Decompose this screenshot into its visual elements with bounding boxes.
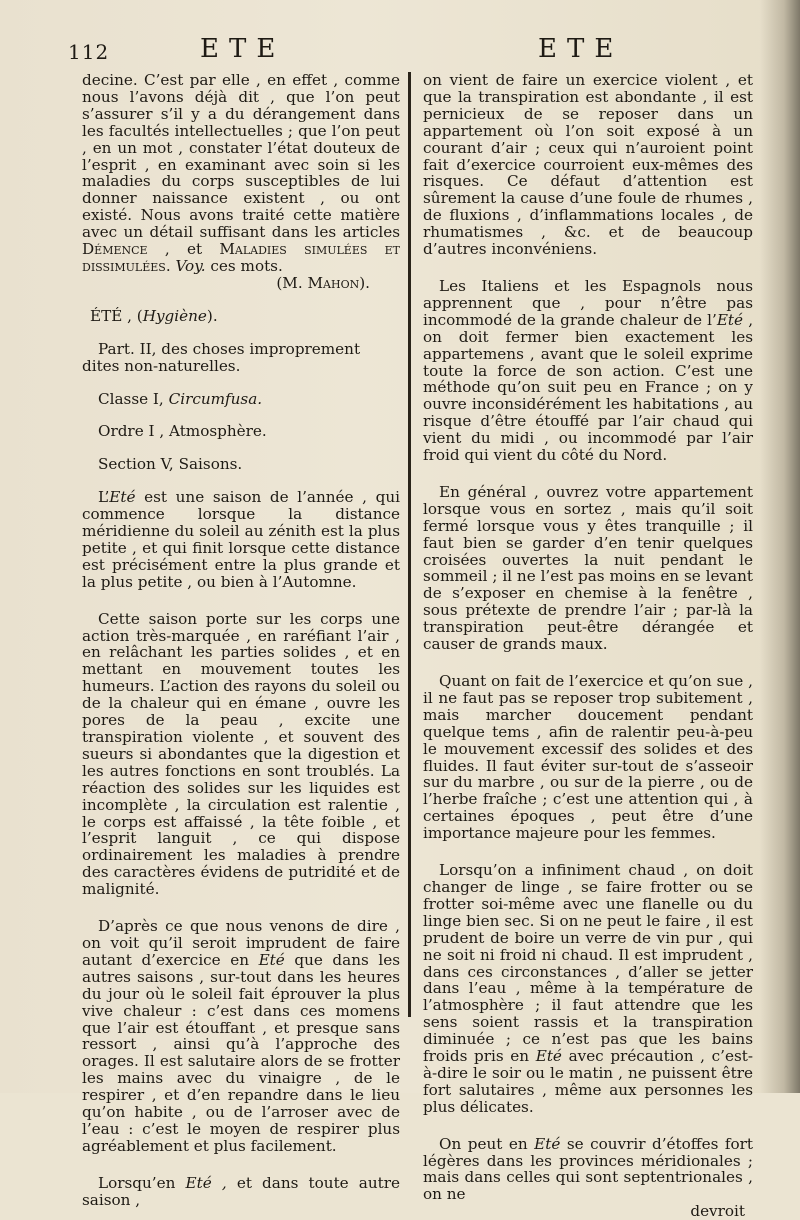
text: Classe I, xyxy=(98,389,164,408)
running-head-left: ETE xyxy=(200,34,286,64)
text: ). xyxy=(206,306,218,325)
text: ÉTÉ , ( xyxy=(90,306,143,325)
left-column xyxy=(82,72,400,1209)
text: Voy. xyxy=(175,256,206,275)
text: avec précaution , c’est-à-dire le soir ou le matin , ne puissent être fort salutaires , même aux personnes les plus délicates. xyxy=(423,1047,753,1116)
text: Hygiène xyxy=(142,306,207,325)
paragraph xyxy=(423,862,753,1116)
paragraph xyxy=(82,1175,400,1209)
text: ces mots. xyxy=(210,256,283,275)
classification-ordre: Ordre I , Atmosphère. xyxy=(98,422,267,441)
page-number: 112 xyxy=(68,40,110,64)
classification-classe xyxy=(82,391,400,408)
article-ref-maladies: Maladies simulées et dissimulées. xyxy=(82,240,401,275)
text: Eté xyxy=(534,1134,561,1153)
text: Eté xyxy=(535,1047,562,1066)
paragraph-continuation xyxy=(82,72,400,275)
classification-part: Part. II, des choses improprement dites non-naturelles. xyxy=(82,339,361,375)
text: , et xyxy=(164,240,203,259)
entry-title xyxy=(82,308,400,325)
text: Eté xyxy=(258,950,285,969)
right-column xyxy=(423,72,753,1220)
text: est une saison de l’année , qui commence lorsque la distance méridienne du soleil au zénith est la plus petite , et qui finit lorsque cette distance est précisément entre la plus grande et la plus petite , ou bien à l’Automne. xyxy=(82,488,400,591)
paragraph xyxy=(423,278,753,464)
text: Circumfusa. xyxy=(168,389,263,408)
text: Les Italiens et les Espagnols nous apprennent que , pour n’être pas incommodé de la grande chaleur de l’ xyxy=(423,276,753,329)
text: D’après ce que nous venons de dire , on voit qu’il seroit imprudent de faire autant d’exercice en xyxy=(82,917,400,969)
paragraph: Cette saison porte sur les corps une action très-marquée , en raréfiant l’air , en relâchant les parties solides , et en mettant en mouvement toutes les humeurs. L’action des rayons du soleil ou de la chaleur qui en émane , ouvre les pores de la peau , excite une transpiration violente , et souvent des sueurs si abondantes que la digestion et les autres fonctions en sont troublés. La réaction des solides sur les liquides est incomplète , la circulation est ralentie , le corps est affaissé , la tête foible , et l’esprit languit , ce qui dispose ordinairement les maladies à prendre des caractères évidens de putridité et de malignité. xyxy=(82,609,400,899)
paragraph: Quant on fait de l’exercice et qu’on sue , il ne faut pas se reposer trop subitement , mais marcher doucement pendant quelque tems , afin de ralentir peu-à-peu le mouvement excessif des solides et des fluides. Il faut éviter sur-tout de s’asseoir sur du marbre , ou sur de la pierre , ou de l’herbe fraîche ; c’est une attention qui , à certaines époques , peut être d’une importance majeure pour les femmes. xyxy=(423,672,753,843)
running-head-right: ETE xyxy=(538,34,624,64)
text: se couvrir d’étoffes fort légères dans les provinces méridionales ; mais dans celles qui sont septentrionales , on ne xyxy=(423,1134,754,1204)
text: Lorsqu’en xyxy=(98,1173,176,1192)
page-edge-shadow xyxy=(760,0,800,1093)
author-signature: (M. Mahon). xyxy=(276,273,370,292)
text: Eté , xyxy=(185,1173,227,1192)
paragraph-continuation: on vient de faire un exercice violent , et que la transpiration est abondante , il est pernicieux de se reposer dans un appartement où l’on soit exposé à un courant d’air ; ceux qui n’auroient point fait d’exercice courroient eux-mêmes des risques. Ce défaut d’attention est sûrement la cause d’une foule de rhumes , de fluxions , d’inflammations locales , de rhumatismes , &c. et de beaucoup d’autres inconvéniens. xyxy=(423,71,753,259)
text: Eté xyxy=(109,488,136,507)
paragraph: En général , ouvrez votre appartement lorsque vous en sortez , mais qu’il soit fermé lorsque vous y êtes tranquille ; il faut bien se garder d’en tenir quelques croisées ouvertes la nuit pendant le sommeil ; il ne l’est pas moins en se levant de s’exposer en chemise à la fenêtre , sous prétexte de prendre l’air ; par-là la transpiration peut-être dérangée et causer de grands maux. xyxy=(423,482,753,654)
text: decine. C’est par elle , en effet , comme nous l’avons déjà dit , que l’on peut s’assurer s’il y a du dérangement dans les facultés intellectuelles ; que l’on peut , en un mot , constater l’état douteux de l’esprit , en examinant avec soin si les maladies du corps susceptibles de lui donner naissance existent , ou ont existé. Nous avons traité cette matière avec un détail suffisant dans les articles xyxy=(82,71,400,242)
text: que dans les autres saisons , sur-tout dans les heures du jour où le soleil fait éprouver la plus vive chaleur : c’est dans ces momens que l’air est étouffant , et presque sans ressort , ainsi qu’à l’approche des orages. Il est salutaire alors de se frotter les mains avec du vinaigre , de le respirer , et d’en repandre dans le lieu qu’on habite , ou de l’arroser avec de l’eau : c’est le moyen de respirer plus agréablement et plus facilement. xyxy=(82,950,400,1155)
paragraph xyxy=(82,918,400,1155)
text: , on doit fermer bien exactement les appartemens , avant que le soleil exprime toute la force de son action. C’est une méthode qu’on suit peu en France ; on y ouvre inconsidérément les habitations , au risque d’être étouffé par l’air chaud qui vient du midi , ou incommodé par l’air froid qui vient du côté du Nord. xyxy=(423,310,754,465)
paragraph xyxy=(423,1136,753,1204)
text: L’ xyxy=(98,488,110,507)
classification-section: Section V, Saisons. xyxy=(98,455,243,474)
text: On peut en xyxy=(439,1134,528,1153)
article-ref-demence: Démence xyxy=(82,240,148,259)
paragraph xyxy=(82,489,400,590)
catchword: devroit xyxy=(690,1202,745,1220)
text: et dans toute autre saison , xyxy=(82,1173,400,1209)
text: Eté xyxy=(716,310,743,329)
column-divider xyxy=(408,72,411,1017)
text: Lorsqu’on a infiniment chaud , on doit changer de linge , se faire frotter ou se frotter soi-même avec une flanelle ou du linge bien sec. Si on ne peut le faire , il est prudent de boire un verre de vin pur , qui ne soit ni froid ni chaud. Il est imprudent , dans ces circonstances , d’aller se jetter dans l’eau , même à la température de l’atmosphère ; il faut attendre que les sens soient rassis et la transpiration diminuée ; ce n’est pas que les bains froids pris en xyxy=(423,861,753,1066)
